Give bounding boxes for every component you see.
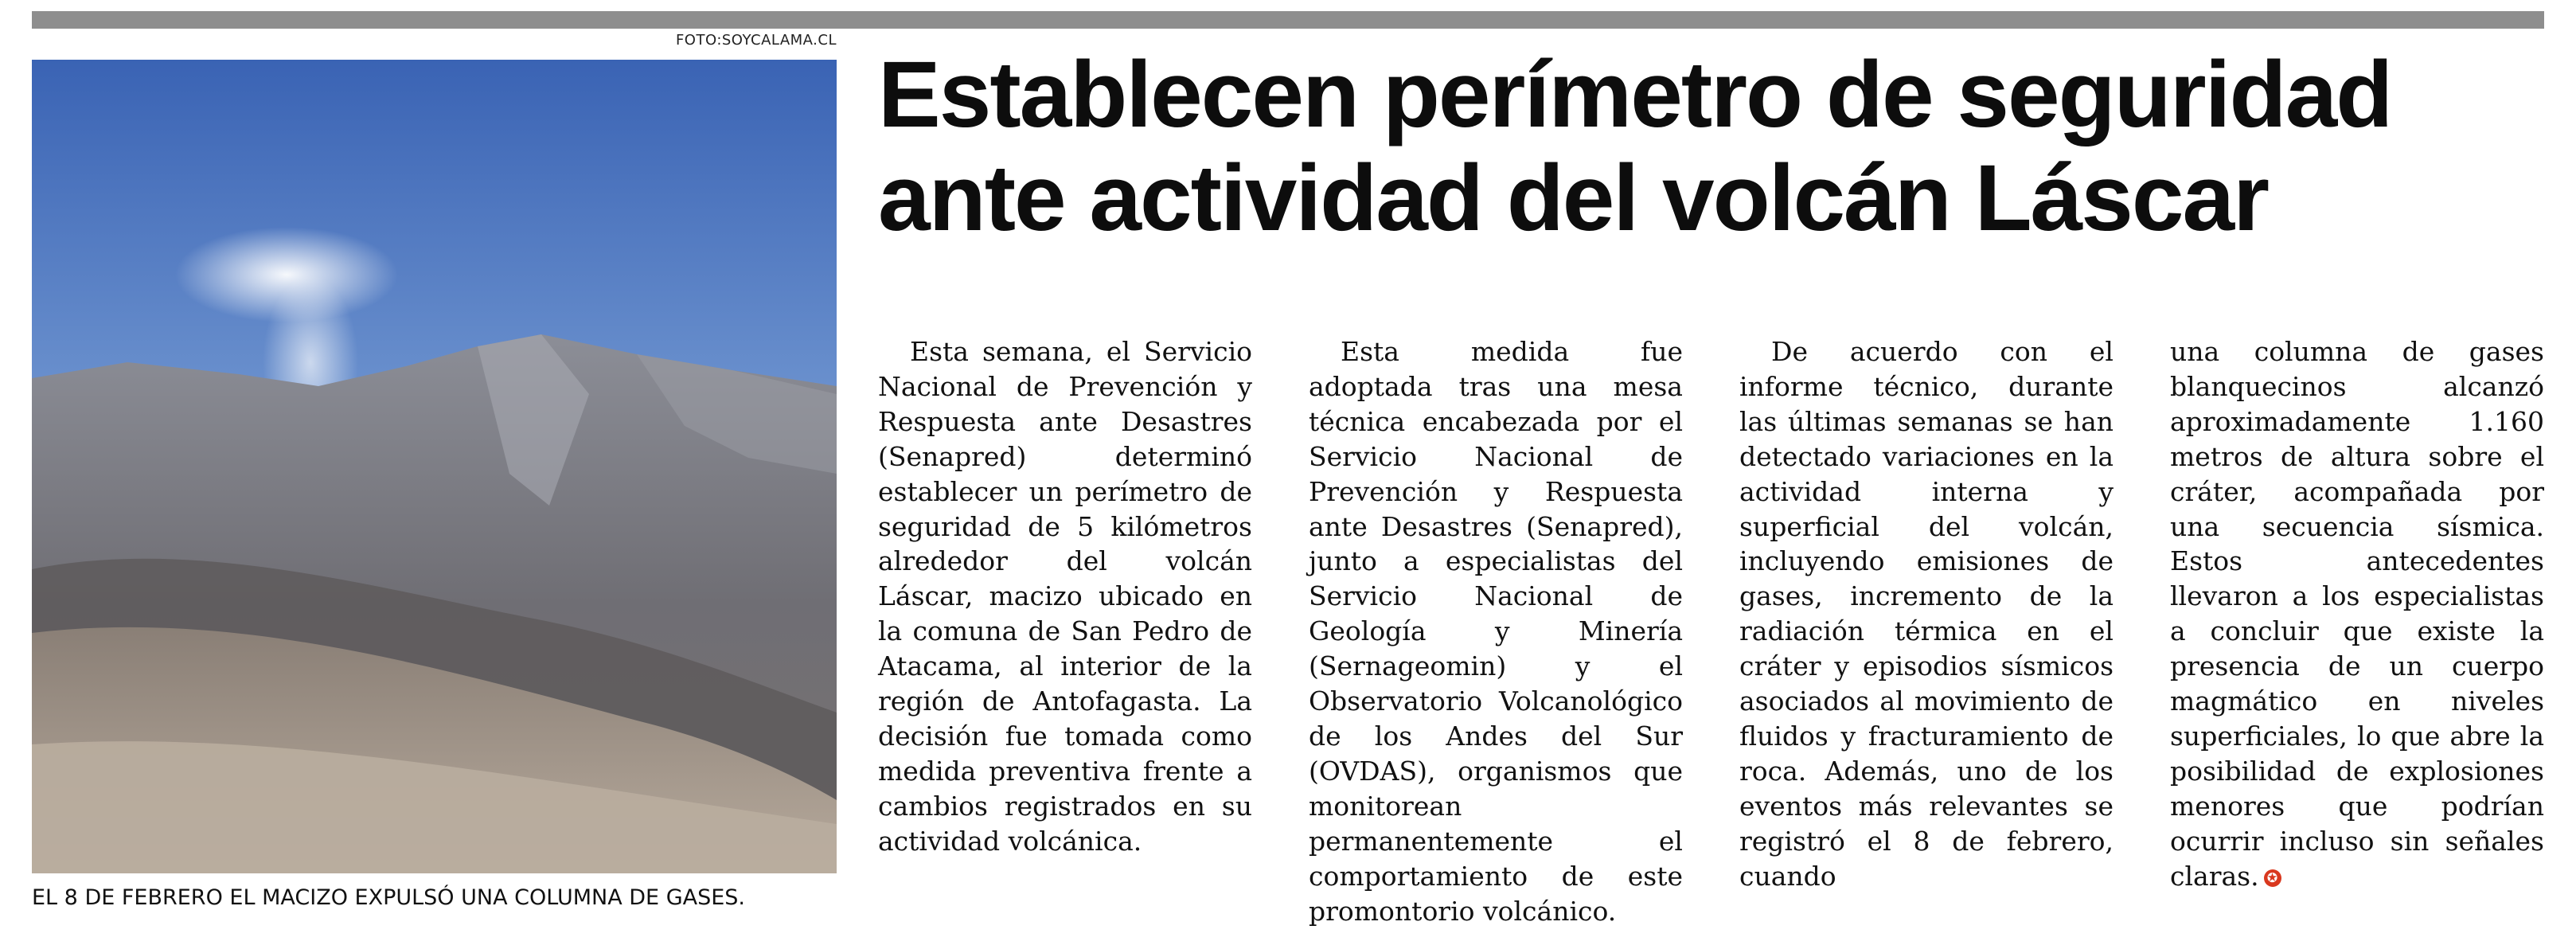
article-column-4 xyxy=(2170,334,2544,928)
paragraph: Esta semana, el Servicio Nacional de Prevención y Respuesta ante Desastres (Senapred) determinó establecer un perímetro de seguridad de 5 kilómetros alrededor del volcán Láscar, macizo ubicado en la comuna de San Pedro de Atacama, al interior de la región de Antofagasta. La decisión fue tomada como medida preventiva frente a cambios registrados en su actividad volcánica. xyxy=(878,336,1252,857)
article-photo xyxy=(32,60,837,873)
photo-caption: EL 8 DE FEBRERO EL MACIZO EXPULSÓ UNA COLUMNA DE GASES. xyxy=(32,885,746,910)
article-headline: Establecen perímetro de seguridad ante actividad del volcán Láscar xyxy=(878,42,2392,251)
paragraph: Esta medida fue adoptada tras una mesa técnica encabezada por el Servicio Nacional de Prevención y Respuesta ante Desastres (Senapred), junto a especialistas del Servicio Nacional de Geología y Minería (Sernageomin) y el Observatorio Volcanológico de los Andes del Sur (OVDAS), organismos que monitorean permanentemente el comportamiento de este promontorio volcánico. xyxy=(1309,336,1683,927)
paragraph: una columna de gases blanquecinos alcanzó aproximadamente 1.160 metros de altura sobre el cráter, acompañada por una secuencia sísmica. Estos antecedentes llevaron a los especialistas a concluir que existe la presencia de un cuerpo magmático en niveles superficiales, lo que abre la posibilidad de explosiones menores que podrían ocurrir incluso sin señales claras. xyxy=(2170,336,2544,892)
article-column-3 xyxy=(1739,334,2113,928)
article-column-2 xyxy=(1309,334,1683,928)
end-of-article-icon: ✪ xyxy=(2264,869,2281,887)
top-rule xyxy=(32,11,2544,29)
article-body xyxy=(878,334,2544,928)
volcano-photo xyxy=(32,60,837,873)
paragraph: De acuerdo con el informe técnico, durante las últimas semanas se han detectado variaciones en la actividad interna y superficial del volcán, incluyendo emisiones de gases, incremento de la radiación térmica en el cráter y episodios sísmicos asociados al movimiento de fluidos y fracturamiento de roca. Además, uno de los eventos más relevantes se registró el 8 de febrero, cuando xyxy=(1739,336,2113,892)
photo-credit: FOTO:SOYCALAMA.CL xyxy=(675,32,837,49)
article-column-1 xyxy=(878,334,1252,928)
